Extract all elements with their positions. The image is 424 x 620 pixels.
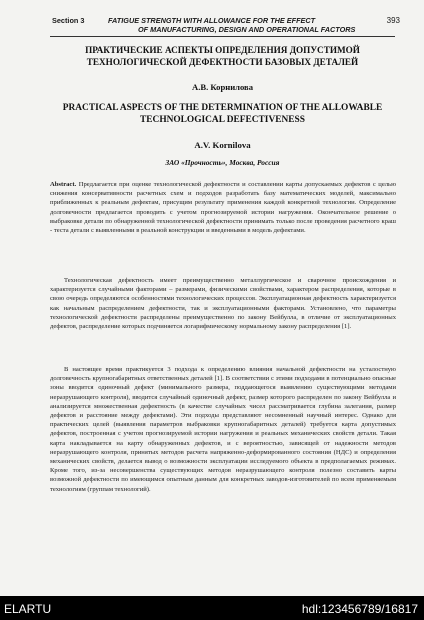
header-rule [50, 36, 395, 37]
abstract [50, 180, 396, 235]
page-number: 393 [386, 16, 400, 25]
body-paragraph-1: Технологическая дефектность имеет преимущественно металлургическое и сварочное происхождения и характеризуется случайными факторами – размерами, физическими свойствами, характером распределения, которые в свою очередь определяются особенностями технологических процессов. Эксплуатационная дефектность характеризуется как начальным распределением дефектности, так и эксплуатационными факторами. Установлено, что параметры технологической дефектности распределены преимущественно по закону Вейбулла, в отличие от эксплуатационных дефектов, распределение которых подчиняется логарифмическому нормальному закону распределения [1]. [50, 277, 396, 331]
abstract-label: Abstract. [50, 181, 77, 188]
section-label: Section 3 [52, 16, 85, 25]
footer-left-label: ELARTU [4, 602, 52, 616]
abstract-text: Предлагается при оценке технологической дефектности и составлении карты допускаемых дефектов с целью снижения консервативности расчетных схем и подходов разработать базу математических моделей, максимально приближенных к реальным дефектам, присущим результату применения каждой конкретной технологии. Определение долговечности предлагается проводить с учетом прогнозируемой истории нагружения. Окончательное решение о выбраковке детали по обнаруженной технологической дефектности принимать только после проведения расчетного краш - теста детали с выявленными в реальной конструкции и введенными в модель дефектами. [50, 181, 396, 235]
header-title-line1: FATIGUE STRENGTH WITH ALLOWANCE FOR THE EFFECT [108, 16, 316, 25]
viewer-footer [0, 599, 424, 620]
russian-title: ПРАКТИЧЕСКИЕ АСПЕКТЫ ОПРЕДЕЛЕНИЯ ДОПУСТИМОЙ ТЕХНОЛОГИЧЕСКОЙ ДЕФЕКТНОСТИ БАЗОВЫХ ДЕТАЛЕЙ [85, 45, 360, 67]
english-author: A.V. Kornilova [194, 140, 251, 150]
footer-handle: hdl:123456789/16817 [301, 602, 418, 616]
header-title-line2: OF MANUFACTURING, DESIGN AND OPERATIONAL FACTORS [138, 25, 356, 34]
russian-author: А.В. Корнилова [191, 82, 253, 92]
english-title: PRACTICAL ASPECTS OF THE DETERMINATION OF THE ALLOWABLE TECHNOLOGICAL DEFECTIVENESS [62, 103, 383, 125]
affiliation: ЗАО «Прочность», Москва, Россия [165, 158, 280, 167]
body-paragraph-2: В настоящее время практикуется 3 подхода к определению влияния начальной дефектности на усталостную долговечность крупногабаритных ответственных деталей [1]. В соответствии с этими подходами в потенциально опасные зоны вводится одиночный дефект (минимального размера, поддающегося выявлению существующими методами неразрушающего контроля), вводится случайный одиночный дефект, размер которого распределен по закону Вейбулла и анализируется множественная дефектность (в качестве случайных чисел рассматривается глубина залегания, размер дефектов и расстояние между дефектами). Эти подходы представляют несомненный научный интерес. Однако для практических целей (выявления параметров выбраковки крупногабаритных деталей) требуется карта допустимых дефектов, построенная с учетом прогнозируемой истории нагружения и реальных механических свойств детали. Такая карта накладывается на карту обнаруженных дефектов, и с вероятностью, зависящей от надежности методов неразрушающего контроля, принятых методов расчета напряженно-деформированного состояния (НДС) и определения механических свойств, делается вывод о возможности эксплуатации исследуемого объекта в предполагаемых режимах. Кроме того, из-за несовершенства существующих методов неразрушающего контроля полезно составить карты возможной дефектности по имеющимся опытным данным для конкретных заводов-изготовителей по всем применяемым технологиям (группам технологий). [50, 366, 396, 493]
